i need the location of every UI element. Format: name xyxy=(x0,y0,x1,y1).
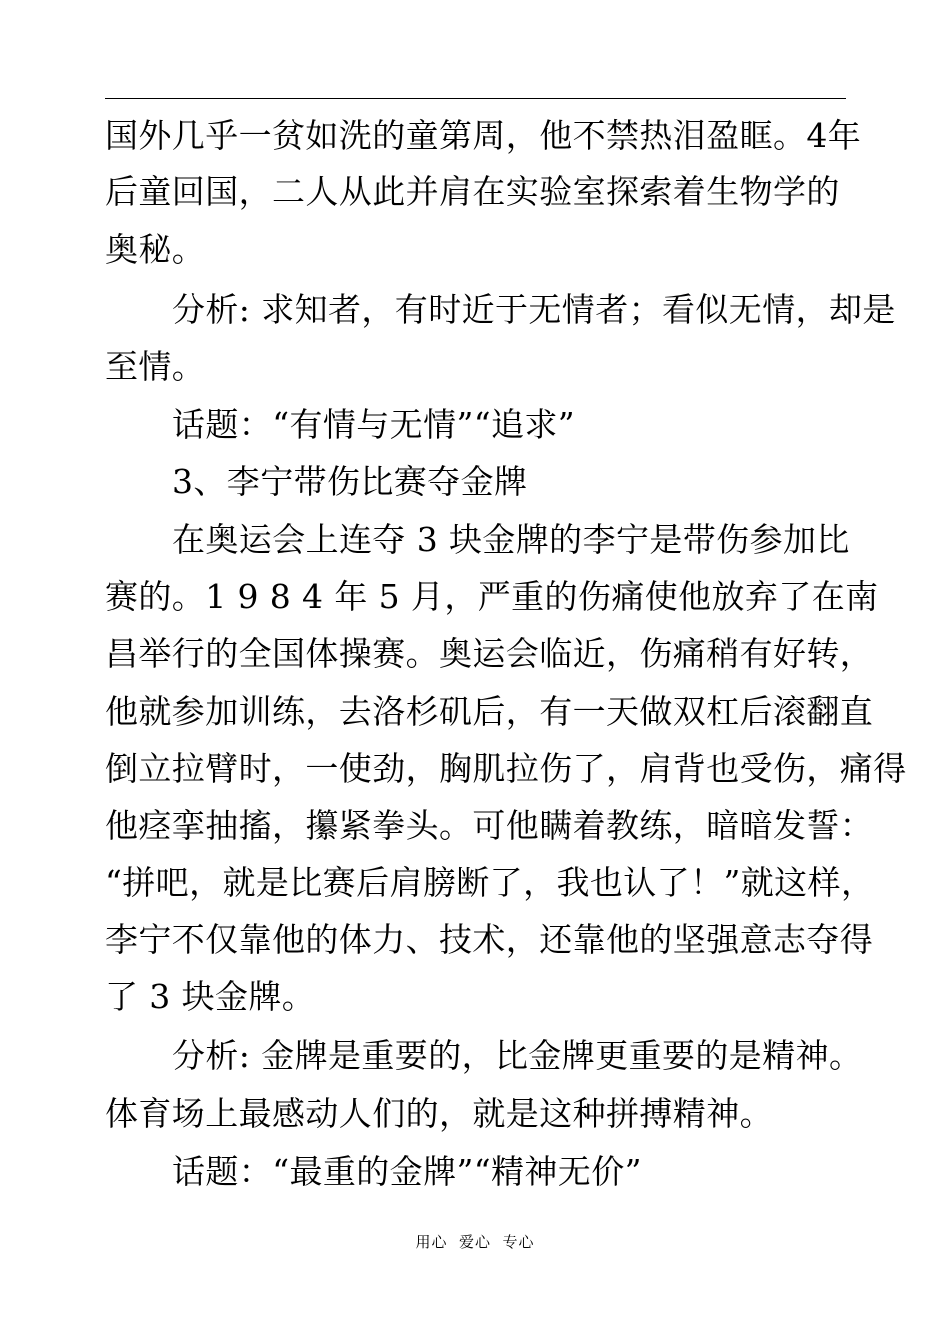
text-line: 国外几乎一贫如洗的童第周，他不禁热泪盈眶。4年 xyxy=(105,116,862,155)
text-line: 倒立拉臂时，一使劲，胸肌拉伤了，肩背也受伤，痛得 xyxy=(105,749,907,788)
topic-line: 话题：“有情与无情”“追求” xyxy=(172,405,576,444)
section-heading: 3、李宁带伤比赛夺金牌 xyxy=(172,462,528,501)
text-line: 体育场上最感动人们的，就是这种拼搏精神。 xyxy=(105,1094,773,1133)
text-line: 赛的。1 9 8 4 年 5 月，严重的伤痛使他放弃了在南 xyxy=(105,577,879,616)
text-line: 至情。 xyxy=(105,347,206,386)
text-line: 他就参加训练，去洛杉矶后，有一天做双杠后滚翻直 xyxy=(105,692,874,731)
topic-line: 话题：“最重的金牌”“精神无价” xyxy=(172,1152,642,1191)
analysis-paragraph: 分析: 求知者，有时近于无情者；看似无情，却是 xyxy=(172,290,896,329)
text-line: 奥秘。 xyxy=(105,230,206,269)
header-rule xyxy=(105,98,846,99)
text-line: 在奥运会上连夺 3 块金牌的李宁是带伤参加比 xyxy=(172,520,850,559)
text-line: 李宁不仅靠他的体力、技术，还靠他的坚强意志夺得 xyxy=(105,920,874,959)
analysis-paragraph: 分析: 金牌是重要的，比金牌更重要的是精神。 xyxy=(172,1036,863,1075)
text-line: 他痉挛抽搐，攥紧拳头。可他瞒着教练，暗暗发誓： xyxy=(105,806,874,845)
page-footer: 用心 爱心 专心 xyxy=(415,1233,535,1251)
text-line: “拼吧，就是比赛后肩膀断了，我也认了！”就这样， xyxy=(105,863,875,902)
text-line: 后童回国，二人从此并肩在实验室探索着生物学的 xyxy=(105,172,840,211)
text-line: 昌举行的全国体操赛。奥运会临近，伤痛稍有好转， xyxy=(105,634,874,673)
text-line: 了 3 块金牌。 xyxy=(105,977,316,1016)
